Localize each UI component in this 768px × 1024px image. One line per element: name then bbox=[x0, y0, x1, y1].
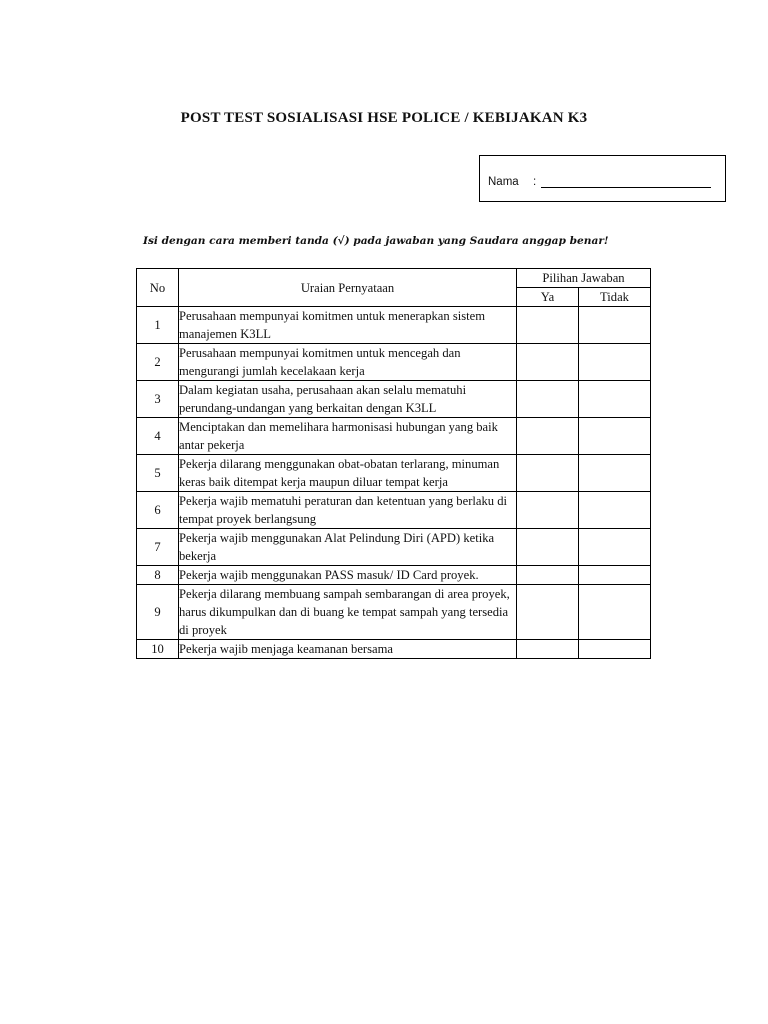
answer-yes-cell[interactable] bbox=[517, 418, 579, 455]
answer-yes-cell[interactable] bbox=[517, 307, 579, 344]
answer-no-cell[interactable] bbox=[579, 566, 651, 585]
name-field-line[interactable] bbox=[541, 187, 711, 188]
answer-no-cell[interactable] bbox=[579, 418, 651, 455]
answer-yes-cell[interactable] bbox=[517, 381, 579, 418]
header-no: No bbox=[137, 269, 179, 307]
quiz-body bbox=[137, 307, 651, 659]
answer-no-cell[interactable] bbox=[579, 529, 651, 566]
answer-yes-cell[interactable] bbox=[517, 492, 579, 529]
answer-yes-cell[interactable] bbox=[517, 566, 579, 585]
statement-text: Pekerja dilarang menggunakan obat-obatan terlarang, minuman keras baik ditempat kerja maupun diluar tempat kerja bbox=[179, 455, 517, 492]
table-row bbox=[137, 492, 651, 529]
row-number: 9 bbox=[137, 585, 179, 640]
answer-yes-cell[interactable] bbox=[517, 344, 579, 381]
header-statement: Uraian Pernyataan bbox=[179, 269, 517, 307]
table-row bbox=[137, 381, 651, 418]
statement-text: Pekerja dilarang membuang sampah sembarangan di area proyek, harus dikumpulkan dan di buang ke tempat sampah yang tersedia di proyek bbox=[179, 585, 517, 640]
table-row bbox=[137, 585, 651, 640]
table-row bbox=[137, 307, 651, 344]
answer-no-cell[interactable] bbox=[579, 585, 651, 640]
row-number: 4 bbox=[137, 418, 179, 455]
statement-text: Perusahaan mempunyai komitmen untuk mencegah dan mengurangi jumlah kecelakaan kerja bbox=[179, 344, 517, 381]
header-no-answer: Tidak bbox=[579, 288, 651, 307]
row-number: 1 bbox=[137, 307, 179, 344]
answer-no-cell[interactable] bbox=[579, 640, 651, 659]
name-label: Nama bbox=[488, 176, 519, 188]
statement-text: Pekerja wajib menjaga keamanan bersama bbox=[179, 640, 517, 659]
row-number: 7 bbox=[137, 529, 179, 566]
quiz-table bbox=[136, 268, 651, 659]
name-colon: : bbox=[533, 176, 537, 188]
table-row bbox=[137, 566, 651, 585]
row-number: 8 bbox=[137, 566, 179, 585]
name-box bbox=[479, 155, 726, 202]
page-title: POST TEST SOSIALISASI HSE POLICE / KEBIJAKAN K3 bbox=[180, 110, 588, 126]
statement-text: Menciptakan dan memelihara harmonisasi hubungan yang baik antar pekerja bbox=[179, 418, 517, 455]
statement-text: Pekerja wajib menggunakan PASS masuk/ ID Card proyek. bbox=[179, 566, 517, 585]
table-row bbox=[137, 455, 651, 492]
answer-no-cell[interactable] bbox=[579, 492, 651, 529]
answer-yes-cell[interactable] bbox=[517, 585, 579, 640]
table-row bbox=[137, 529, 651, 566]
header-yes: Ya bbox=[517, 288, 579, 307]
row-number: 5 bbox=[137, 455, 179, 492]
statement-text: Pekerja wajib menggunakan Alat Pelindung Diri (APD) ketika bekerja bbox=[179, 529, 517, 566]
answer-yes-cell[interactable] bbox=[517, 455, 579, 492]
statement-text: Perusahaan mempunyai komitmen untuk menerapkan sistem manajemen K3LL bbox=[179, 307, 517, 344]
answer-no-cell[interactable] bbox=[579, 381, 651, 418]
table-row bbox=[137, 418, 651, 455]
row-number: 10 bbox=[137, 640, 179, 659]
statement-text: Pekerja wajib mematuhi peraturan dan ketentuan yang berlaku di tempat proyek berlangsung bbox=[179, 492, 517, 529]
row-number: 3 bbox=[137, 381, 179, 418]
statement-text: Dalam kegiatan usaha, perusahaan akan selalu mematuhi perundang-undangan yang berkaitan dengan K3LL bbox=[179, 381, 517, 418]
answer-no-cell[interactable] bbox=[579, 307, 651, 344]
instruction-text: Isi dengan cara memberi tanda (√) pada jawaban yang Saudara anggap benar! bbox=[143, 235, 609, 247]
answer-no-cell[interactable] bbox=[579, 455, 651, 492]
answer-yes-cell[interactable] bbox=[517, 529, 579, 566]
answer-no-cell[interactable] bbox=[579, 344, 651, 381]
row-number: 6 bbox=[137, 492, 179, 529]
answer-yes-cell[interactable] bbox=[517, 640, 579, 659]
header-choice: Pilihan Jawaban bbox=[517, 269, 651, 288]
table-row bbox=[137, 344, 651, 381]
table-row bbox=[137, 640, 651, 659]
row-number: 2 bbox=[137, 344, 179, 381]
